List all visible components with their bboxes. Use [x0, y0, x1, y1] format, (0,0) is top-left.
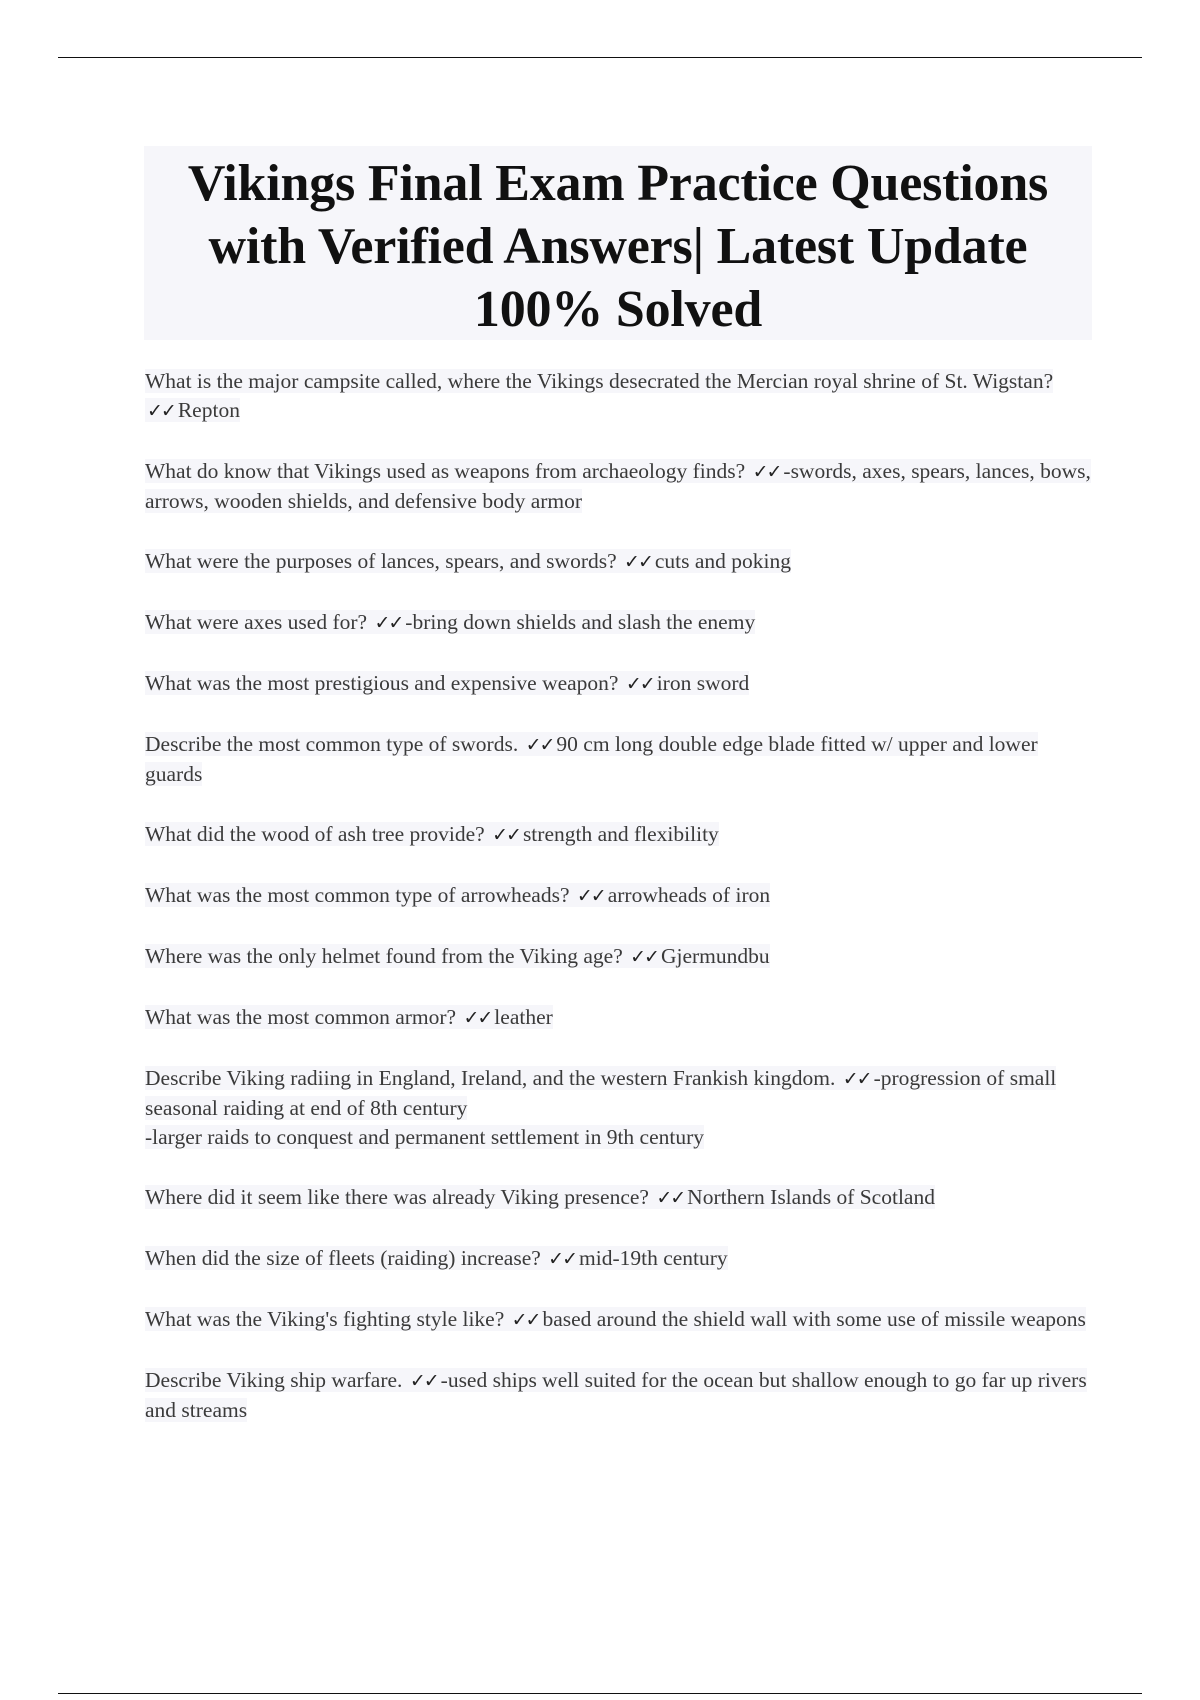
question-text: What was the most common armor? [145, 1005, 457, 1029]
qa-text [145, 459, 1091, 513]
qa-item [145, 1366, 1095, 1425]
answer-text: Gjermundbu [660, 944, 770, 968]
double-check-icon: ✓✓ [409, 1370, 438, 1392]
qa-item [145, 1003, 1095, 1033]
question-text: What did the wood of ash tree provide? [145, 822, 485, 846]
question-text: What were axes used for? [145, 610, 368, 634]
top-rule [58, 57, 1142, 58]
question-text: What was the most prestigious and expensive weapon? [145, 671, 619, 695]
qa-item [145, 820, 1095, 850]
question-text: Describe Viking ship warfare. [145, 1368, 403, 1392]
qa-item [145, 367, 1095, 426]
answer-text: strength and flexibility [522, 822, 719, 846]
qa-text [145, 1368, 1087, 1422]
qa-text [145, 369, 1053, 422]
question-text: Describe Viking radiing in England, Ireland, and the western Frankish kingdom. [145, 1066, 836, 1090]
answer-text: arrowheads of iron [607, 883, 771, 907]
qa-item [145, 881, 1095, 911]
qa-item [145, 457, 1095, 516]
double-check-icon: ✓✓ [624, 551, 652, 573]
double-check-icon: ✓✓ [511, 1309, 540, 1331]
qa-item [145, 669, 1095, 699]
double-check-icon: ✓✓ [492, 824, 520, 846]
qa-item [145, 1064, 1095, 1152]
qa-text [145, 883, 770, 907]
qa-item [145, 730, 1095, 789]
answer-text: Northern Islands of Scotland [687, 1185, 935, 1209]
qa-text [145, 1185, 935, 1209]
double-check-icon: ✓✓ [463, 1007, 492, 1029]
double-check-icon: ✓✓ [374, 612, 403, 634]
qa-text [145, 1307, 1086, 1331]
qa-text [145, 822, 719, 846]
qa-list [145, 367, 1095, 1456]
qa-item [145, 1244, 1095, 1274]
question-text: When did the size of fleets (raiding) increase? [145, 1246, 541, 1270]
answer-text: leather [494, 1005, 553, 1029]
double-check-icon: ✓✓ [625, 673, 654, 695]
qa-text [145, 610, 755, 634]
question-text: What were the purposes of lances, spears, and swords? [145, 549, 617, 573]
qa-text [145, 1246, 728, 1270]
answer-text: iron sword [656, 671, 750, 695]
bottom-rule [58, 1693, 1142, 1694]
double-check-icon: ✓✓ [752, 461, 781, 483]
answer-text: -swords, axes, spears, lances, bows, arrows, wooden shields, and defensive body armor [145, 459, 1091, 513]
qa-text [145, 1066, 1056, 1149]
question-text: Where did it seem like there was already Viking presence? [145, 1185, 649, 1209]
qa-text [145, 549, 791, 573]
question-text: What do know that Vikings used as weapons from archaeology finds? [145, 459, 746, 483]
question-text: What was the most common type of arrowheads? [145, 883, 570, 907]
double-check-icon: ✓✓ [576, 885, 605, 907]
question-text: Describe the most common type of swords. [145, 732, 519, 756]
qa-item [145, 608, 1095, 638]
answer-text: mid-19th century [579, 1246, 728, 1270]
qa-item [145, 942, 1095, 972]
question-text: What is the major campsite called, where the Vikings desecrated the Mercian royal shrine of St. Wigstan? [145, 369, 1054, 393]
double-check-icon: ✓✓ [656, 1187, 685, 1209]
answer-text: 90 cm long double edge blade fitted w/ upper and lower guards [145, 732, 1038, 786]
title-block [144, 146, 1092, 340]
question-text: Where was the only helmet found from the Viking age? [145, 944, 623, 968]
double-check-icon: ✓✓ [548, 1248, 576, 1270]
answer-text: based around the shield wall with some use of missile weapons [542, 1307, 1086, 1331]
qa-text [145, 944, 770, 968]
answer-text: -used ships well suited for the ocean but shallow enough to go far up rivers and streams [145, 1368, 1087, 1422]
document-title: Vikings Final Exam Practice Questions with Verified Answers| Latest Update 100% Solved [187, 155, 1049, 338]
qa-text [145, 671, 749, 695]
double-check-icon: ✓✓ [147, 400, 175, 422]
qa-text [145, 1005, 553, 1029]
double-check-icon: ✓✓ [525, 734, 554, 756]
answer-text: -bring down shields and slash the enemy [405, 610, 756, 634]
double-check-icon: ✓✓ [630, 946, 658, 968]
question-text: What was the Viking's fighting style like? [145, 1307, 505, 1331]
answer-text: -progression of small seasonal raiding at end of 8th century -larger raids to conquest and permanent settlement in 9th century [145, 1066, 1057, 1149]
answer-text: Repton [177, 398, 240, 422]
double-check-icon: ✓✓ [842, 1068, 871, 1090]
qa-item [145, 547, 1095, 577]
qa-text [145, 732, 1038, 786]
qa-item [145, 1305, 1095, 1335]
qa-item [145, 1183, 1095, 1213]
answer-text: cuts and poking [654, 549, 792, 573]
